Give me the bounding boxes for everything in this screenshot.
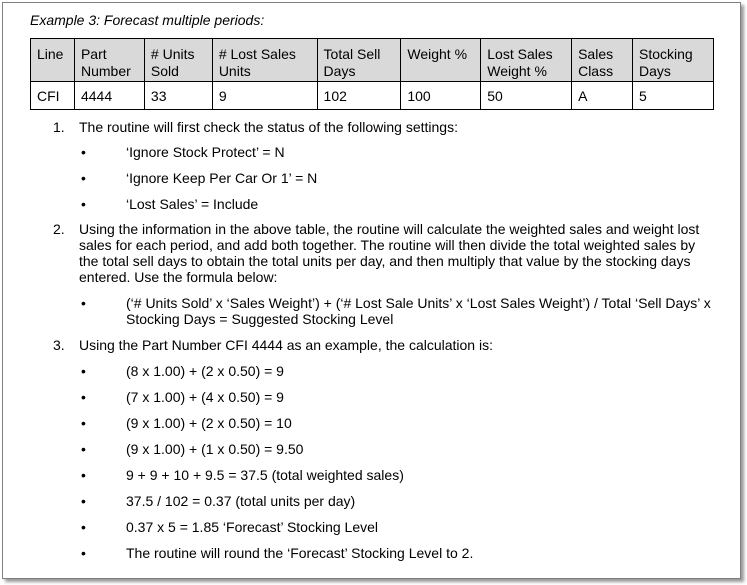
list-item	[79, 196, 713, 212]
list-item	[79, 363, 713, 379]
document-frame	[2, 2, 741, 579]
list-item	[79, 519, 713, 535]
step-bullets	[79, 295, 713, 327]
step-text: The routine will first check the status of the following settings:	[79, 119, 458, 135]
list-item-text: (8 x 1.00) + (2 x 0.50) = 9	[126, 363, 284, 379]
list-item-text: The routine will round the ‘Forecast’ Stocking Level to 2.	[126, 545, 474, 561]
step-bullets	[79, 363, 713, 561]
step-number: 3.	[53, 337, 65, 353]
list-item-text: (7 x 1.00) + (4 x 0.50) = 9	[126, 389, 284, 405]
table-cell: 9	[212, 82, 317, 110]
step-bullets	[79, 144, 713, 212]
table-cell: 100	[401, 82, 481, 110]
table-cell: 5	[633, 82, 714, 110]
list-item-text: ‘Lost Sales’ = Include	[126, 196, 259, 212]
table-header-cell: # Units Sold	[144, 39, 212, 82]
example-caption: Example 3: Forecast multiple periods:	[30, 12, 265, 28]
list-item-text: ‘Ignore Stock Protect’ = N	[126, 144, 285, 160]
list-item	[79, 170, 713, 186]
list-item-text: 0.37 x 5 = 1.85 ‘Forecast’ Stocking Level	[126, 519, 379, 535]
list-item	[79, 441, 713, 457]
list-item-text: ‘Ignore Keep Per Car Or 1’ = N	[126, 170, 318, 186]
list-item-text: (9 x 1.00) + (2 x 0.50) = 10	[126, 415, 292, 431]
table-cell: A	[572, 82, 633, 110]
list-item-text: (‘# Units Sold’ x ‘Sales Weight’) + (‘# Lost Sale Units’ x ‘Lost Sales Weight’) / Total ‘Sell Days’ x Stocking Days = Suggested Stocking Level	[126, 295, 711, 327]
table-row	[31, 82, 714, 110]
step-2	[53, 221, 713, 327]
list-item-text: 37.5 / 102 = 0.37 (total units per day)	[126, 493, 356, 509]
step-number: 1.	[53, 119, 65, 135]
table-cell: 102	[317, 82, 401, 110]
list-item	[79, 389, 713, 405]
table-cell: 50	[481, 82, 572, 110]
table-header-row	[31, 39, 714, 82]
table-cell: CFI	[31, 82, 75, 110]
table-header-cell: Part Number	[74, 39, 144, 82]
table-header-cell: Line	[31, 39, 75, 82]
step-text: Using the information in the above table, the routine will calculate the weighted sales and weight lost sales for each period, and add both together. The routine will then divide the total weighted sales by the total sell days to obtain the total units per day, and then multiply that value by the stocking days entered. Use the formula below:	[79, 221, 700, 285]
list-item	[79, 415, 713, 431]
table-cell: 33	[144, 82, 212, 110]
step-text: Using the Part Number CFI 4444 as an example, the calculation is:	[79, 337, 493, 353]
list-item-text: (9 x 1.00) + (1 x 0.50) = 9.50	[126, 441, 304, 457]
steps-list	[53, 119, 713, 571]
step-number: 2.	[53, 221, 65, 237]
table-header-cell: Lost Sales Weight %	[481, 39, 572, 82]
list-item	[79, 545, 713, 561]
table-cell: 4444	[74, 82, 144, 110]
table-header-cell: Weight %	[401, 39, 481, 82]
list-item	[79, 493, 713, 509]
forecast-table	[30, 38, 714, 110]
table-header-cell: # Lost Sales Units	[212, 39, 317, 82]
table-header-cell: Total Sell Days	[317, 39, 401, 82]
list-item	[79, 144, 713, 160]
step-3	[53, 337, 713, 561]
list-item-text: 9 + 9 + 10 + 9.5 = 37.5 (total weighted sales)	[126, 467, 404, 483]
table-header-cell: Sales Class	[572, 39, 633, 82]
table-header-cell: Stocking Days	[633, 39, 714, 82]
list-item	[79, 295, 713, 327]
step-1	[53, 119, 713, 212]
list-item	[79, 467, 713, 483]
